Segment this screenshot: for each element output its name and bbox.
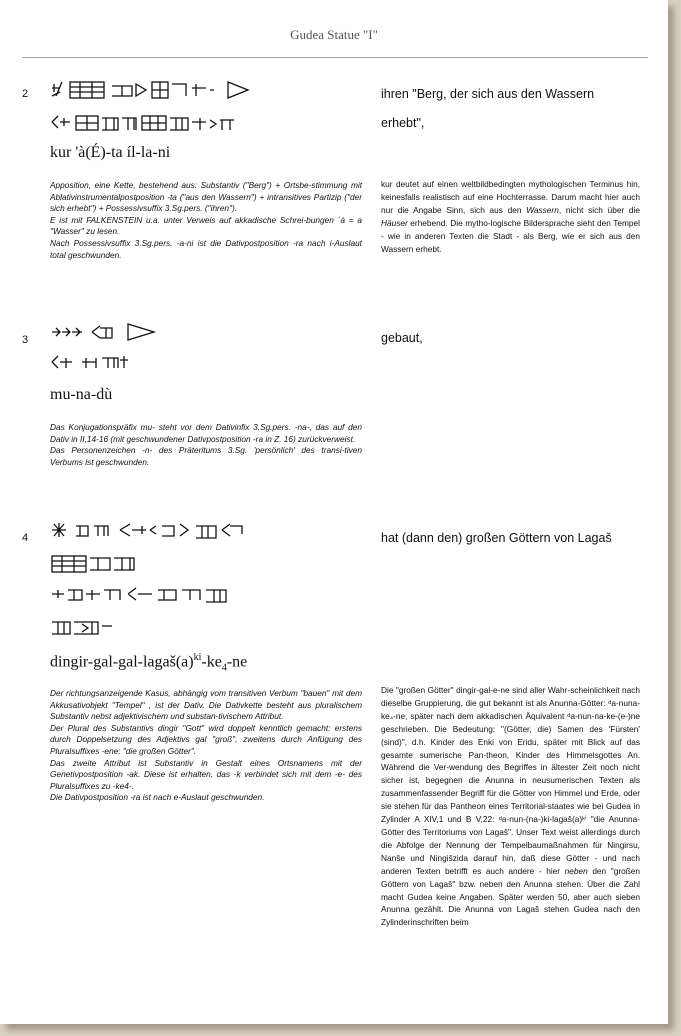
- translation: [381, 80, 643, 138]
- translation-line: ihren "Berg, der sich aus den Wassern: [381, 87, 595, 101]
- commentary-text: , nicht sich über die: [558, 204, 641, 215]
- translit-subscript: 4: [221, 662, 227, 674]
- note-paragraph: Das Personenzeichen -n- des Präteritums 3.Sg. 'persönlich' des transi-tiven Verbums ist geschwunden.: [50, 445, 362, 467]
- line-number: 3: [22, 334, 29, 346]
- note-paragraph: Nach Possessivsuffix 3.Sg.pers. -a-ni ist die Dativpostposition -ra nach i-Auslaut total geschwunden.: [50, 237, 362, 260]
- line-number: 4: [22, 532, 29, 544]
- translit-superscript: ki: [193, 652, 202, 663]
- page-header: Gudea Statue "I": [290, 27, 378, 42]
- translit-text: -ne: [226, 653, 248, 671]
- translit-text: dingir-gal-gal-lagaš(a): [50, 653, 194, 671]
- cuneiform-line-icon: [50, 520, 350, 644]
- cuneiform-line-icon: [50, 78, 350, 138]
- transliteration: mu-na-dù: [50, 386, 113, 403]
- note-paragraph: E ist mit FALKENSTEIN u.a. unter Verweis auf akkadische Schrei-bungen ´à = a "Wasser" zu lesen.: [50, 214, 362, 237]
- grammar-notes: [50, 688, 362, 804]
- cuneiform-signs: [50, 322, 350, 378]
- cuneiform-line-icon: [50, 322, 350, 378]
- commentary-text: Die "großen Götter" dingir-gal-e-ne sind aller Wahr-scheinlichkeit nach dieselbe Gruppierung, die gut bekannt ist als Anunna-Götter: ᵈa-nuna-ke₄-ne, später nach dem akkadischen Äquivalent ᵈa-nun-na-ke-(e-)ne geschrieben. Die Bedeutung: "(Götter, die) Samen des 'Fürsten' (sind)", d.h. Kinder des Enki von Eridu, später mit Blick auf das gesamte sumerische Pan-theon, Kinder des Himmelsgottes An. Während die Ver-wendung des Begriffes in ältester Zeit noch nicht sicher ist, begegnen die Anunna in neusumerischen Texten als zusammenfassender Begriff für die Götter von Himmel und Erde, oder sie stehen für das Pantheon eines Territorial-staates wie bei Gudea in Zylinder A XIV,1 und B V,22: ᵈa-nun-(na-)ki-lagaš(a)ᵏⁱ "die Anunna-Götter des Territoriums von Lagaš". Unser Text weist allerdings durch die Abfolge der Nennung der Tempelbaumaßnahmen für Ningirsu, Nanše und Ningišzida darauf hin, daß diese Götter - und nach anderen Texten betrifft es auch andere - hier: [381, 685, 640, 876]
- grammar-notes: [50, 422, 362, 468]
- commentary-text: den "großen Göttern von Lagaš" bzw. neben den Anunna stehen. Über die Zahl macht Gudea keine Angaben. Später werden 50, aber auch sieben Anunna gezählt. Die Anunna von Lagaš stehen Gudea nach den Zylinderinschriften beim: [381, 865, 640, 928]
- cuneiform-signs: [50, 520, 350, 644]
- translation-line: hat (dann den) großen Göttern von Lagaš: [381, 531, 612, 545]
- transliteration: [50, 652, 247, 674]
- header-rule: [22, 57, 648, 58]
- commentary: [381, 178, 640, 255]
- commentary-emphasis: neben: [564, 865, 588, 876]
- note-paragraph: Der richtungsanzeigende Kasus, abhängig vom transitiven Verbum "bauen" mit dem Akkusativobjekt "Tempel" , ist der Dativ. Die Dativkette besteht aus pluralischem Substantiv nebst adjektivischem und substan-tivischem Attribut.: [50, 688, 362, 722]
- translation-line: gebaut,: [381, 331, 423, 345]
- translation-line: erhebt",: [381, 116, 425, 130]
- translit-text: -ke: [201, 653, 222, 671]
- commentary-emphasis: Häuser: [381, 217, 408, 228]
- cuneiform-signs: [50, 78, 350, 138]
- note-paragraph: Apposition, eine Kette, bestehend aus: Substantiv ("Berg") + Ortsbe-stimmung mit Ablativinstrumentalpostposition -ta ("aus den Wassern") + intransitives Partizip ("der sich erhebt") + Possessivsuffix 3.Sg.pers. ("ihren").: [50, 180, 362, 214]
- commentary-emphasis: Wassern: [526, 204, 559, 215]
- note-paragraph: Das Konjugationspräfix mu- steht vor dem Dativinfix 3.Sg.pers. -na-, das auf den Dativ in II,14-16 (mit geschwundener Dativpostposition -ra in Z. 16) zurückverweist.: [50, 422, 362, 444]
- note-paragraph: Der Plural des Substantivs dingir "Gott" wird doppelt kenntlich gemacht: erstens durch Doppelsetzung des Adjektivs gal "groß", zweitens durch Anfügung des Pluralsuffixes -ene: "die großen Götter".: [50, 722, 362, 756]
- grammar-notes: [50, 180, 362, 261]
- note-paragraph: Das zweite Attribut ist Substantiv in Gestalt eines Ortsnamens mit der Genetivpostposition -ak. Diese ist erhalten, das -k verbindet sich mit dem -e- des Pluralsuffixes zu -ke4-.: [50, 757, 362, 791]
- note-paragraph: Die Dativpostposition -ra ist nach e-Auslaut geschwunden.: [50, 792, 265, 803]
- commentary: [381, 684, 640, 929]
- commentary-text: kur deutet auf einen weltbildbedingten mythologischen Terminus hin, keinesfalls realistisch auf eine Hochterrasse. Darum macht hier auch nur die Angabe Sinn, sich aus den: [381, 179, 640, 215]
- translation: [381, 324, 643, 353]
- transliteration: kur 'à(É)-ta íl-la-ni: [50, 144, 171, 161]
- commentary-text: erhebend. Die mytho-logische Bildersprache sieht den Tempel - wie in anderen Texten die Stadt - als Berg, wie er sich aus den Wassern erhebt.: [381, 217, 640, 254]
- translation: [381, 524, 643, 553]
- line-number: 2: [22, 88, 29, 100]
